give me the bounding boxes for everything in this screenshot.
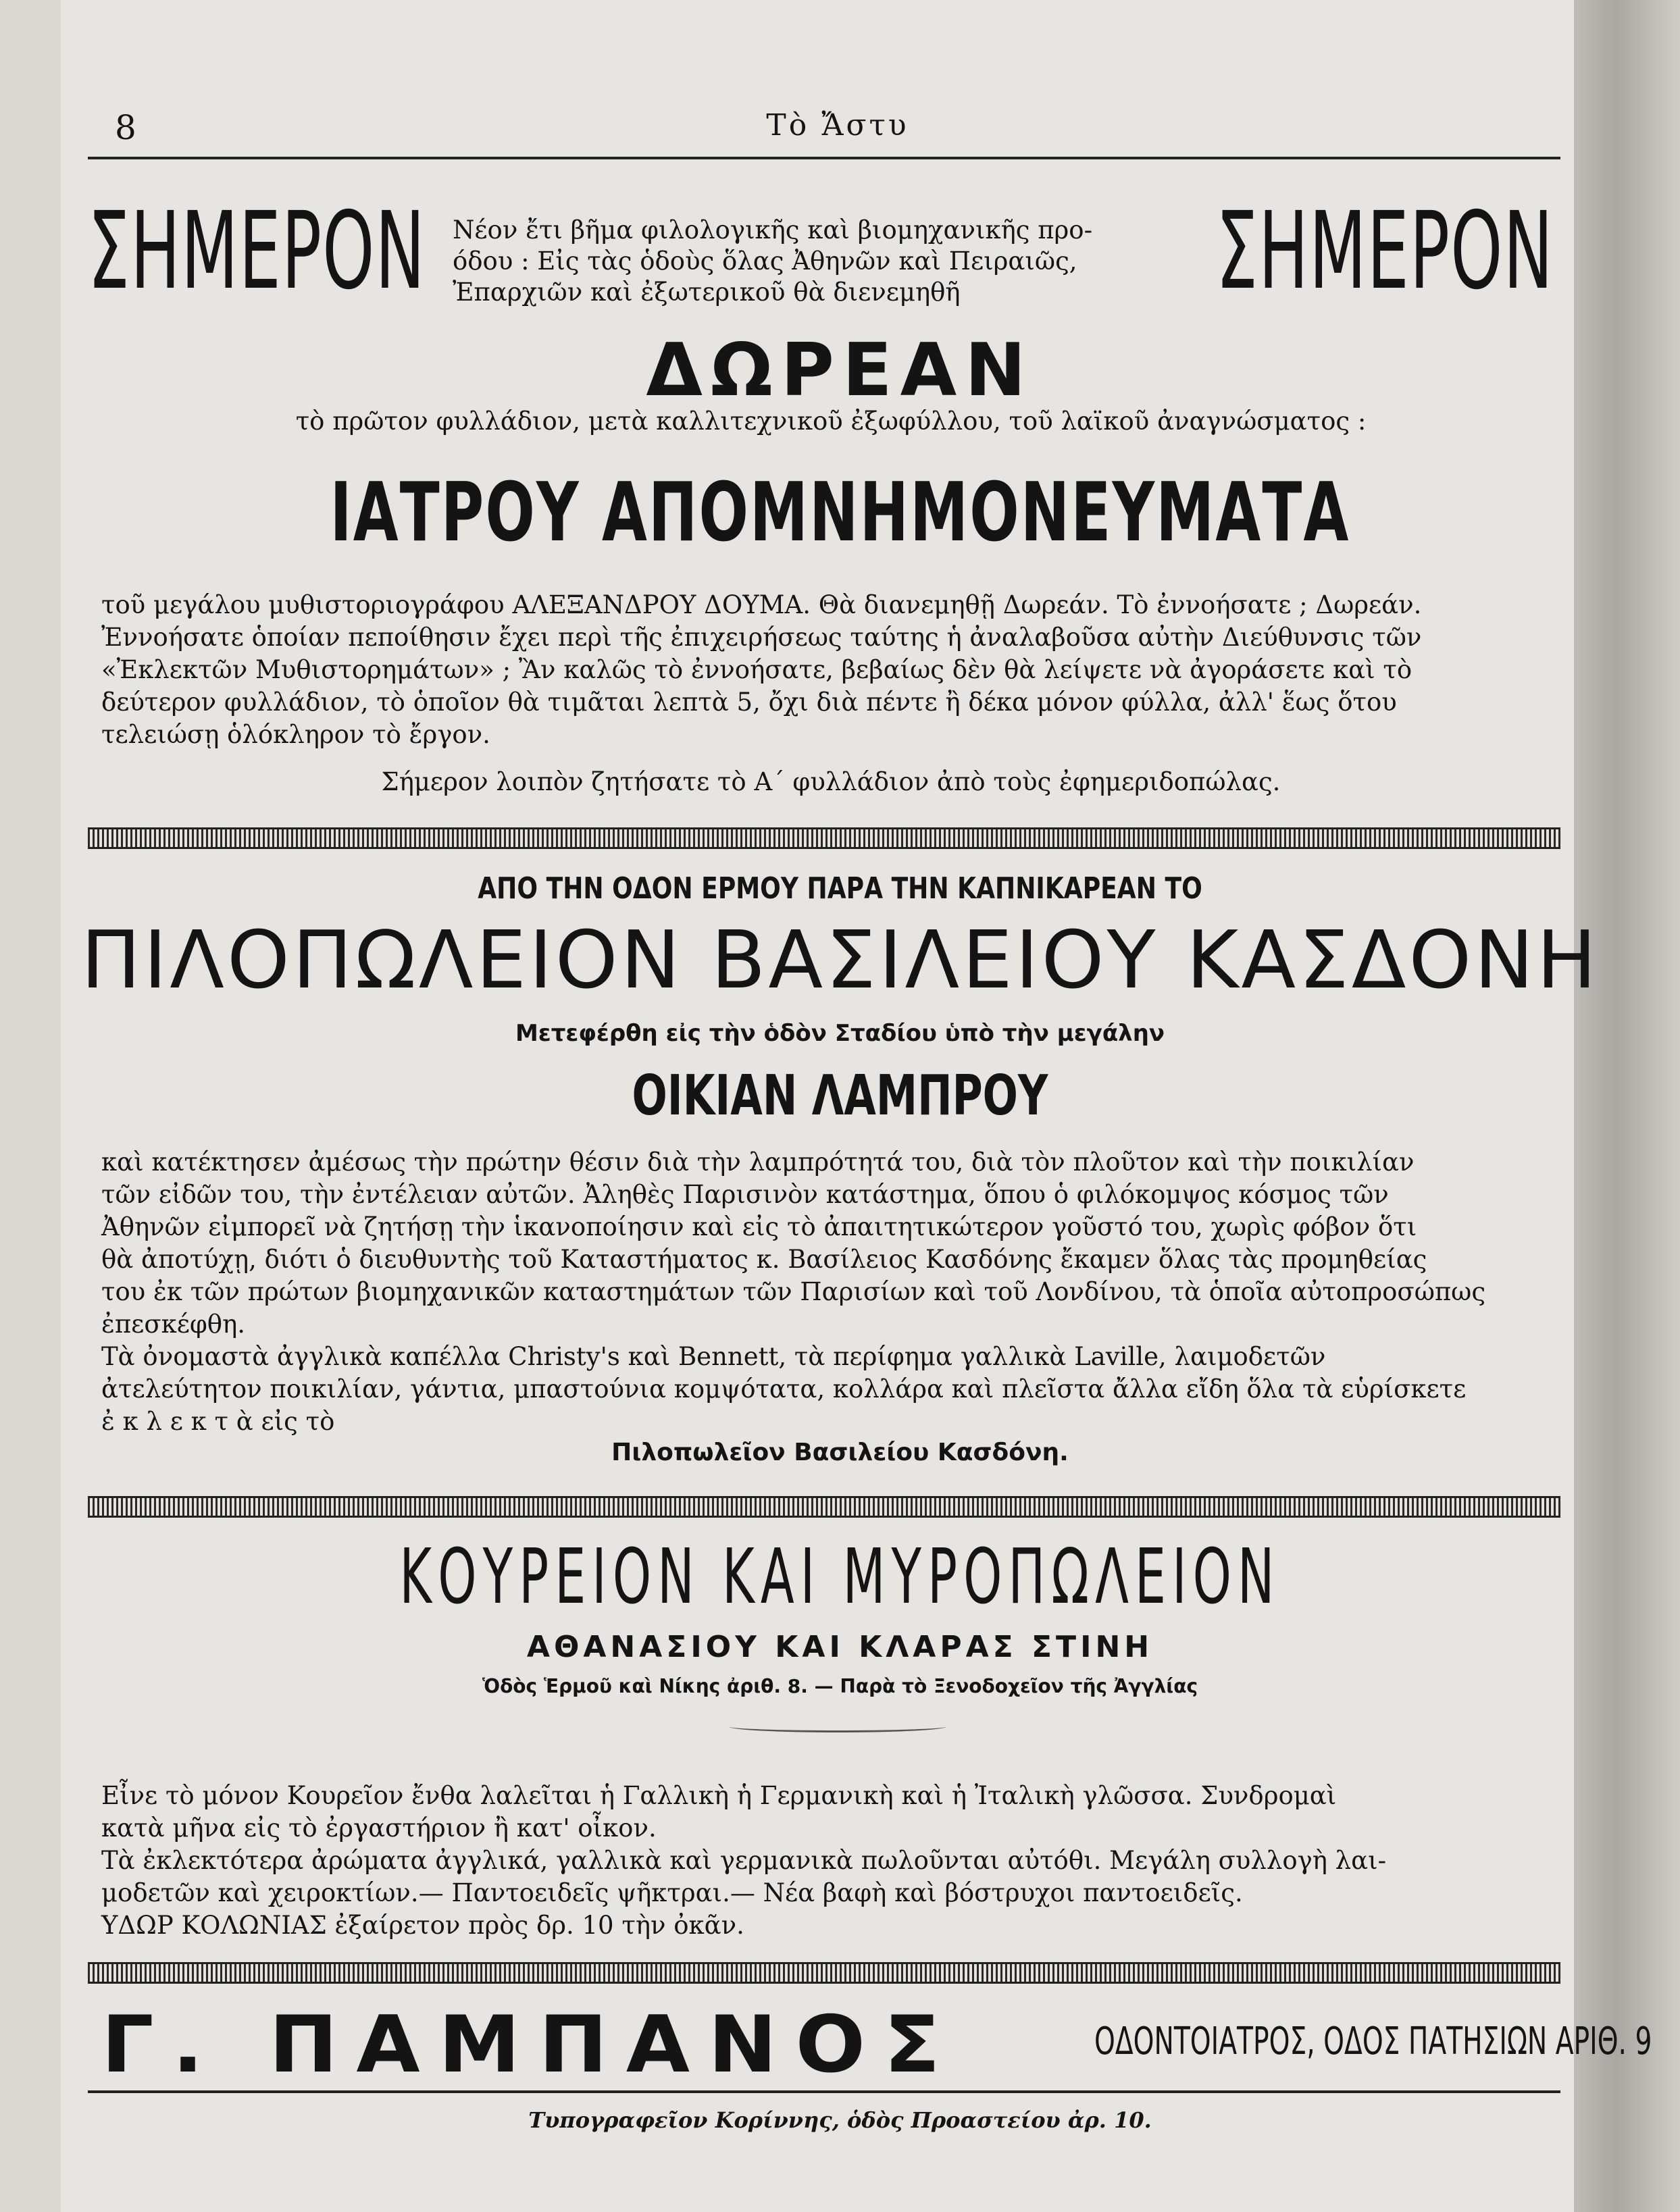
page-number: 8 bbox=[115, 108, 136, 147]
ad3-body-line: ΥΔΩΡ ΚΟΛΩΝΙΑΣ ἐξαίρετον πρὸς δρ. 10 τὴν ὀκᾶν. bbox=[101, 1911, 744, 1940]
ad2-body-line: ἐπεσκέφθη. bbox=[101, 1310, 246, 1339]
dorean-heading: ΔΩΡΕΑΝ bbox=[646, 328, 1034, 413]
ad2-pre-title: ΑΠΟ ΤΗΝ ΟΔΟΝ ΕΡΜΟΥ ΠΑΡΑ ΤΗΝ ΚΑΠΝΙΚΑΡΕΑΝ ΤΟ bbox=[478, 871, 1202, 906]
ad1-intro bbox=[453, 215, 1216, 308]
ad1-closing: Σήμερον λοιπὸν ζητήσατε τὸ Α΄ φυλλάδιον ἀπὸ τοὺς ἐφημεριδοπώλας. bbox=[381, 767, 1281, 796]
ornament bbox=[730, 1721, 946, 1732]
ad3-body-line: Εἶνε τὸ μόνον Κουρεῖον ἔνθα λαλεῖται ἡ Γαλλικὴ ἡ Γερμανικὴ καὶ ἡ Ἰταλικὴ γλῶσσα. Συνδρομαὶ bbox=[101, 1781, 1337, 1810]
ad1-line: τὸ πρῶτον φυλλάδιον, μετὰ καλλιτεχνικοῦ ἐξωφύλλου, τοῦ λαϊκοῦ ἀναγνώσματος : bbox=[295, 407, 1367, 436]
separator bbox=[88, 1962, 1560, 1984]
ad2-body-line: τῶν εἰδῶν του, τὴν ἐντέλειαν αὐτῶν. Ἀληθὲς Παρισινὸν κατάστημα, ὅπου ὁ φιλόκομψος κόσμος τῶν bbox=[101, 1180, 1389, 1209]
footer-rule bbox=[88, 2090, 1560, 2093]
separator bbox=[88, 827, 1560, 849]
ad1-intro-line: όδου : Εἰς τὰς ὁδοὺς ὅλας Ἀθηνῶν καὶ Πειραιῶς, bbox=[453, 247, 1077, 276]
ad3-body-line: Τὰ ἐκλεκτότερα ἀρώματα ἀγγλικά, γαλλικὰ καὶ γερμανικὰ πωλοῦνται αὐτόθι. Μεγάλη συλλογὴ λαι- bbox=[101, 1846, 1387, 1875]
ad2-moved: Μετεφέρθη εἰς τὴν ὁδὸν Σταδίου ὑπὸ τὴν μεγάλην bbox=[515, 1020, 1165, 1047]
ad2-signature: Πιλοπωλεῖον Βασιλείου Κασδόνη. bbox=[611, 1439, 1069, 1466]
newspaper-title: Τὸ Ἄστυ bbox=[766, 108, 909, 143]
ad2-body-line: καὶ κατέκτησεν ἀμέσως τὴν πρώτην θέσιν διὰ τὴν λαμπρότητά του, διὰ τὸν πλοῦτον καὶ τὴν ποικιλίαν bbox=[101, 1148, 1415, 1177]
ad3-owners: ΑΘΑΝΑΣΙΟΥ ΚΑΙ ΚΛΑΡΑΣ ΣΤΙΝΗ bbox=[526, 1630, 1154, 1664]
ad2-body-line: Ἀθηνῶν εἰμπορεῖ νὰ ζητήσῃ τὴν ἱκανοποίησιν καὶ εἰς τὸ ἀπαιτητικώτερον γοῦστό του, χωρὶς φόβον ὅτι bbox=[101, 1212, 1417, 1241]
book-title: ΙΑΤΡΟΥ ΑΠΟΜΝΗΜΟΝΕΥΜΑΤΑ bbox=[330, 466, 1350, 560]
page-header bbox=[115, 101, 1560, 149]
headline-right: ΣΗΜΕΡΟΝ bbox=[1216, 189, 1554, 313]
ad2-building: ΟΙΚΙΑΝ ΛΑΜΠΡΟΥ bbox=[632, 1064, 1048, 1128]
ad2-body-line: του ἐκ τῶν πρώτων βιομηχανικῶν καταστημάτων τῶν Παρισίων καὶ τοῦ Λονδίνου, τὰ ὁποῖα αὐτοπροσώπως bbox=[101, 1277, 1486, 1306]
ad3-address: Ὁδὸς Ἑρμοῦ καὶ Νίκης ἀριθ. 8. — Παρὰ τὸ Ξενοδοχεῖον τῆς Ἀγγλίας bbox=[482, 1675, 1198, 1697]
ad2-body-line: ἀτελεύτητον ποικιλίαν, γάντια, μπαστούνια κομψότατα, κολλάρα καὶ πλεῖστα ἄλλα εἴδη ὅλα τὰ εὑρίσκετε bbox=[101, 1374, 1467, 1404]
ad3-title: ΚΟΥΡΕΙΟΝ ΚΑΙ ΜΥΡΟΠΩΛΕΙΟΝ bbox=[399, 1533, 1281, 1621]
ad2-body-line: θὰ ἀποτύχῃ, διότι ὁ διευθυντὴς τοῦ Καταστήματος κ. Βασίλειος Κασδόνης ἔκαμεν ὅλας τὰς προμηθείας bbox=[101, 1245, 1427, 1274]
ad1-body-line: Ἐννοήσατε ὁποίαν πεποίθησιν ἔχει περὶ τῆς ἐπιχειρήσεως ταύτης ἡ ἀναλαβοῦσα αὐτὴν Διεύθυνσις τῶν bbox=[101, 623, 1422, 652]
ad1-body-line: τοῦ μεγάλου μυθιστοριογράφου ΑΛΕΞΑΝΔΡΟΥ ΔΟΥΜΑ. Θὰ διανεμηθῇ Δωρεάν. Τὸ ἐννοήσατε ; Δωρεάν. bbox=[101, 590, 1422, 619]
headline-left: ΣΗΜΕΡΟΝ bbox=[88, 189, 426, 313]
ad1-body-line: τελειώσῃ ὁλόκληρον τὸ ἔργον. bbox=[101, 720, 490, 749]
ad1-intro-line: Ἐπαρχιῶν καὶ ἐξωτερικοῦ θὰ διενεμηθῆ bbox=[453, 278, 961, 307]
ad1-body-line: δεύτερον φυλλάδιον, τὸ ὁποῖον θὰ τιμᾶται λεπτὰ 5, ὄχι διὰ πέντε ἢ δέκα μόνον φύλλα, ἀλλ' ἕως ὅτου bbox=[101, 688, 1397, 717]
separator bbox=[88, 1496, 1560, 1518]
ad1-intro-line: Νέον ἔτι βῆμα φιλολογικῆς καὶ βιομηχανικῆς προ- bbox=[453, 215, 1093, 245]
ad2-body-line: ἐ κ λ ε κ τ ὰ εἰς τὸ bbox=[101, 1407, 335, 1436]
ad4-name: Γ. ΠΑΜΠΑΝΟΣ bbox=[101, 1999, 959, 2090]
ad4-profession: ΟΔΟΝΤΟΙΑΤΡΟΣ, ΟΔΟΣ ΠΑΤΗΣΙΩΝ ΑΡΙΘ. 9 bbox=[1094, 2020, 1652, 2063]
header-rule bbox=[88, 157, 1560, 159]
ad3-body-line: μοδετῶν καὶ χειροκτίων.— Παντοειδεῖς ψῆκτραι.— Νέα βαφὴ καὶ βόστρυχοι παντοειδεῖς. bbox=[101, 1878, 1243, 1907]
printer-imprint: Τυπογραφεῖον Κορίννης, ὁδὸς Προαστείου ἀρ. 10. bbox=[528, 2107, 1152, 2133]
ad2-body-line: Τὰ ὀνομαστὰ ἀγγλικὰ καπέλλα Christy's καὶ Bennett, τὰ περίφημα γαλλικὰ Laville, λαιμοδετῶν bbox=[101, 1342, 1326, 1371]
ad2-title: ΠΙΛΟΠΩΛΕΙΟΝ ΒΑΣΙΛΕΙΟΥ ΚΑΣΔΟΝΗ bbox=[80, 913, 1600, 1006]
ad3-body-line: κατὰ μῆνα εἰς τὸ ἐργαστήριον ἢ κατ' οἶκον. bbox=[101, 1814, 657, 1843]
ad1-body-line: «Ἐκλεκτῶν Μυθιστορημάτων» ; Ἂν καλῶς τὸ ἐννοήσατε, βεβαίως δὲν θὰ λείψετε νὰ ἀγοράσετε καὶ τὸ bbox=[101, 655, 1412, 684]
